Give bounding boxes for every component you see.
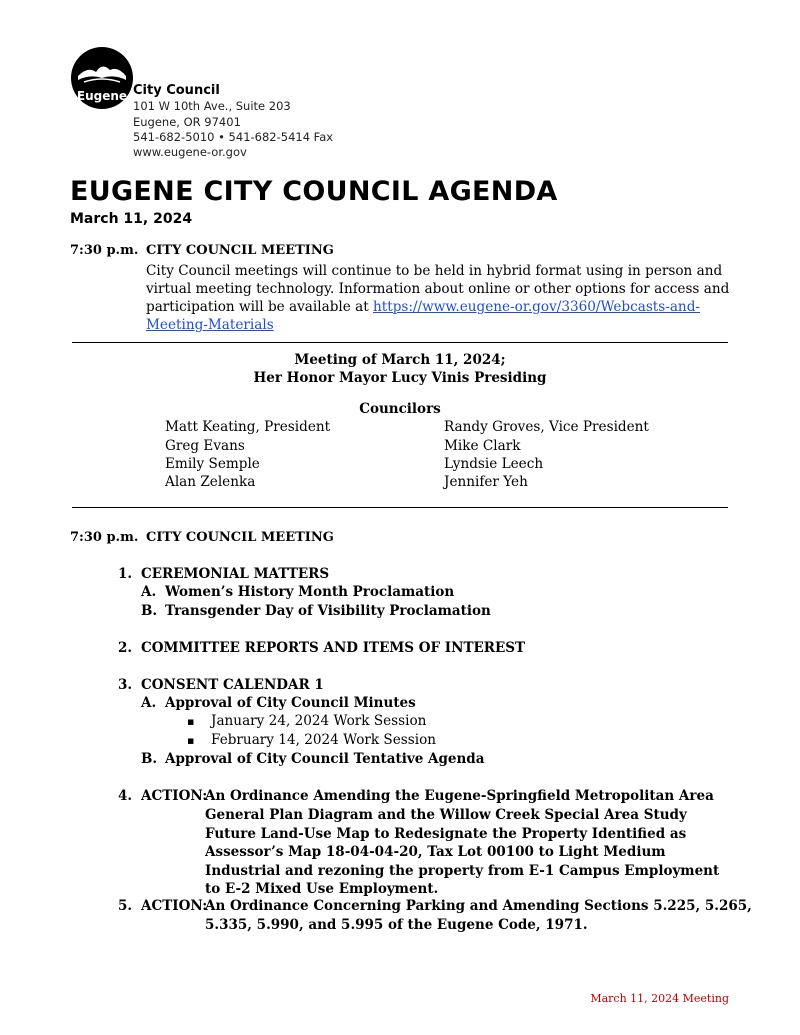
- eugene-logo: [70, 46, 134, 110]
- bullet-icon: ▪: [187, 734, 195, 747]
- page-footer: March 11, 2024 Meeting: [590, 992, 729, 1005]
- intro-paragraph: [146, 262, 736, 334]
- divider-bottom: [72, 507, 728, 508]
- bullet-icon: ▪: [187, 715, 195, 728]
- agenda-item-number: 1.: [118, 566, 133, 582]
- sub-item-letter: A.: [141, 584, 157, 600]
- agenda-date: March 11, 2024: [70, 211, 193, 227]
- councilor-name: Emily Semple: [165, 456, 260, 472]
- sub-item-text: Approval of City Council Tentative Agenda: [165, 751, 485, 767]
- meeting-date-line: Meeting of March 11, 2024;: [294, 352, 506, 368]
- action-label: ACTION:: [141, 788, 208, 804]
- session-heading: CITY COUNCIL MEETING: [146, 530, 334, 545]
- logo-wordmark: Eugene: [76, 89, 128, 103]
- action-label: ACTION:: [141, 898, 208, 914]
- councilor-name: Jennifer Yeh: [444, 474, 528, 490]
- phone-fax: 541-682-5010 • 541-682-5414 Fax: [133, 130, 334, 144]
- agenda-item-number: 5.: [118, 898, 133, 914]
- address-line-2: Eugene, OR 97401: [133, 115, 241, 129]
- intro-heading: CITY COUNCIL MEETING: [146, 243, 334, 258]
- councilors-heading: Councilors: [359, 401, 441, 417]
- website-text: www.eugene-or.gov: [133, 145, 247, 159]
- sub-item-letter: B.: [141, 603, 158, 619]
- minutes-item: January 24, 2024 Work Session: [211, 713, 427, 729]
- sub-item-text: Approval of City Council Minutes: [165, 695, 416, 711]
- intro-text: City Council meetings will continue to be held in hybrid format using in person and virtual meeting technology. Information about online or other options for access and participation will be available at: [146, 263, 730, 315]
- councilor-name: Matt Keating, President: [165, 419, 331, 435]
- intro-time: 7:30 p.m.: [70, 243, 139, 258]
- agenda-item-title: CONSENT CALENDAR 1: [141, 677, 324, 693]
- sub-item-text: Transgender Day of Visibility Proclamation: [165, 603, 491, 619]
- agenda-item-title: COMMITTEE REPORTS AND ITEMS OF INTEREST: [141, 640, 526, 656]
- sub-item-letter: B.: [141, 751, 158, 767]
- agenda-item-number: 4.: [118, 788, 133, 804]
- sub-item-letter: A.: [141, 695, 157, 711]
- councilor-name: Lyndsie Leech: [444, 456, 544, 472]
- action-title-rest: General Plan Diagram and the Willow Creek Special Area Study Future Land-Use Map to Redesignate the Property Identified as Assessor’s Map 18-04-04-20, Tax Lot 00100 to Light Medium Industrial and rezoning the property from E-1 Campus Employment to E-2 Mixed Use Employment.: [205, 807, 720, 897]
- agenda-item-number: 3.: [118, 677, 133, 693]
- agenda-item-title: CEREMONIAL MATTERS: [141, 566, 330, 582]
- action-title-first-line: An Ordinance Amending the Eugene-Springfield Metropolitan Area: [205, 788, 714, 804]
- councilor-name: Mike Clark: [444, 438, 521, 454]
- councilor-name: Alan Zelenka: [165, 474, 256, 490]
- session-time: 7:30 p.m.: [70, 530, 139, 545]
- action-title-rest: 5.335, 5.990, and 5.995 of the Eugene Code, 1971.: [205, 917, 588, 933]
- action-title-first-line: An Ordinance Concerning Parking and Amending Sections 5.225, 5.265,: [205, 898, 752, 914]
- org-title: City Council: [133, 83, 220, 98]
- councilor-name: Randy Groves, Vice President: [444, 419, 649, 435]
- presiding-line: Her Honor Mayor Lucy Vinis Presiding: [253, 370, 547, 386]
- webcasts-link[interactable]: https://www.eugene-or.gov/3360/Webcasts-and-Meeting-Materials: [146, 299, 700, 333]
- divider-top: [72, 342, 728, 343]
- address-line-1: 101 W 10th Ave., Suite 203: [133, 99, 291, 113]
- agenda-item-number: 2.: [118, 640, 133, 656]
- page-title: EUGENE CITY COUNCIL AGENDA: [70, 176, 558, 207]
- councilor-name: Greg Evans: [165, 438, 245, 454]
- sub-item-text: Women’s History Month Proclamation: [165, 584, 455, 600]
- minutes-item: February 14, 2024 Work Session: [211, 732, 437, 748]
